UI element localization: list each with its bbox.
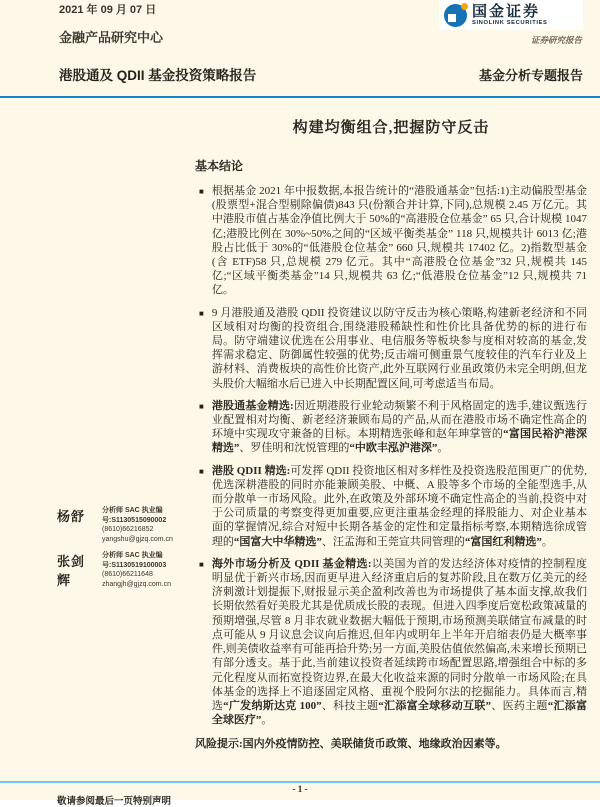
bullet-square-icon: ■ [199,308,204,318]
bullet-text: 根据基金 2021 年中报数据,本报告统计的“港股通基金”包括:1)主动偏股型基金(股票型+混合型剔除偏债)843 只(份额合并计算,下同),总规模 2.45 万亿元。其中港股市值占基金净值比例大于 50%的“高港股仓位基金” 65 只,合计规模 1047 亿;港股比例在 30%~50%之间的“区域平衡类基金” 118 只,规模共计 6013 亿;港股占比低于 30%的“低港股仓位基金” 660 只,规模共 17402 亿。2)指数型基金(含 ETF)58 只,总规模 279 亿元。其中“高港股仓位基金”32 只,规模共 145 亿;“区域平衡类基金”14 只,规模共 63 亿;“低港股仓位基金”12 只,规模共 71 亿。 [211,185,587,297]
report-date: 2021 年 09 月 07 日 [59,4,157,16]
bullet-text: 海外市场分析及 QDII 基金精选:以美国为首的发达经济体对疫情的控制程度明显优于新兴市场,因而更早进入经济重启后的复苏阶段,且在数万亿美元的经济刺激计划提振下,财报显示美企盈利改善也为市场提供了基本面支撑,故我们长期依然看好美股尤其是优质成长股的表现。但进入四季度后宽松政策减量的预期增强,尽管 8 月非农就业数据大幅低于预期,市场预测美联储宣布减量的时点可能从 9 月议息会议向后推迟,但年内或明年上半年开启缩表仍是大概率事件,则美债收益率有可能再拾升势;另一方面,美股估值依然偏高,未来增长预期已有部分透支。基于此,当前建议投资者延续跨市场配置思路,增强组合中标的多元化程度从而拓宽投资边界,在最大化收益来源的同时分散单一市场风险;在具体基金的选择上不追逐固定风格、重视个股阿尔法的挖掘能力。具体而言,精选“广发纳斯达克 100”、科技主题“汇添富全球移动互联”、医药主题“汇添富全球医疗”。 [211,557,588,727]
analyst-details [102,506,195,544]
bullet-text: 港股通基金精选:因近期港股行业轮动频繁不利于风格固定的选手,建议甄选行业配置相对均衡、新老经济兼顾布局的产品,从而在港股市场不确定性高企的环境中实现攻守兼备的目标。本期精选张峰和赵年珅掌管的“富国民裕沪港深精选”、罗佳明和沈悦管理的“中欧丰泓沪港深”。 [211,399,588,455]
bullet-square-icon: ■ [199,466,204,476]
footer-divider [0,781,600,783]
bullet-item [195,184,587,298]
logo-orange-dot [461,3,468,10]
report-series-title: 港股通及 QDII 基金投资策略报告 [59,68,257,83]
analyst-entry [57,551,195,589]
research-center-label: 金融产品研究中心 [59,30,164,45]
brand-tagline: 证券研究报告 [530,35,582,45]
analyst-phone: (8610)66216852 [102,526,154,533]
analyst-name: 杨舒 [57,509,86,524]
brand-name-en: SINOLINK SECURITIES [472,19,548,26]
bullet-text: 9 月港股通及港股 QDII 投资建议以防守反击为核心策略,构建新老经济和不同区域相对均衡的投资组合,围绕港股稀缺性和性价比具备优势的标的进行布局。防守端建议优选在公用事业、电信服务等板块参与度相对较高的基金,发挥需求稳定、防御属性较强的优势;反击端可侧重景气度较佳的汽车行业及上游材料、消费板块的高性价比资产,此外互联网行业虽政策仍未完全明朗,但龙头股价大幅缩水后已进入中长期配置区间,可考虑适当布局。 [211,306,587,390]
analyst-sidebar [57,506,195,596]
report-body [195,157,587,752]
analyst-phone: (8610)66211648 [102,571,153,578]
conclusion-bullet-list [195,184,587,727]
analyst-entry [57,506,195,544]
bullet-square-icon: ■ [199,401,204,411]
section-heading: 基本结论 [195,159,244,173]
report-category-label: 基金分析专题报告 [478,68,583,83]
brand-name-cn: 国金证券 [472,2,541,20]
brand-logo [439,0,583,30]
risk-note: 风险提示:国内外疫情防控、美联储货币政策、地缘政治因素等。 [195,738,507,751]
analyst-cert-number: 分析师 SAC 执业编号:S1130519100003 [102,552,167,569]
header-divider [0,96,600,98]
bullet-item [195,557,587,727]
document-title: 构建均衡组合,把握防守反击 [292,120,490,136]
bullet-square-icon: ■ [199,187,204,196]
bullet-text: 港股 QDII 精选:可发挥 QDII 投资地区相对多样性及投资选股范围更广的优势,优选深耕港股的同时亦能兼顾美股、中概、A 股等多个市场的全能型选手,从而分散单一市场风险。此外,在政策及外部环境不确定性高企的当前,投资中对于公司质量的考察变得更加重要,应更注重基金经理的择股能力、对企业基本面的掌握情况,综合对短中长期各基金的定性和定量指标考察,本期精选徐成管理的“国富大中华精选”、汪孟海和王莞宣共同管理的“富国红利精选”。 [211,464,587,548]
analyst-email: zhangjh@gjzq.com.cn [102,580,171,588]
report-type-row [59,64,583,84]
bullet-item [195,464,587,549]
bullet-item [195,399,587,456]
analyst-name: 张剑辉 [57,554,86,588]
footer-disclaimer: 敬请参阅最后一页特别声明 [57,797,172,807]
analyst-details [102,551,195,589]
sinolink-logo-icon [444,4,467,27]
analyst-cert-number: 分析师 SAC 执业编号:S1130515090002 [102,507,167,524]
analyst-email: yangshu@gjzq.com.cn [102,535,173,543]
page-number: - 1 - [292,784,308,794]
bullet-item [195,306,587,391]
bullet-square-icon: ■ [199,559,204,569]
brand-text [472,4,548,27]
